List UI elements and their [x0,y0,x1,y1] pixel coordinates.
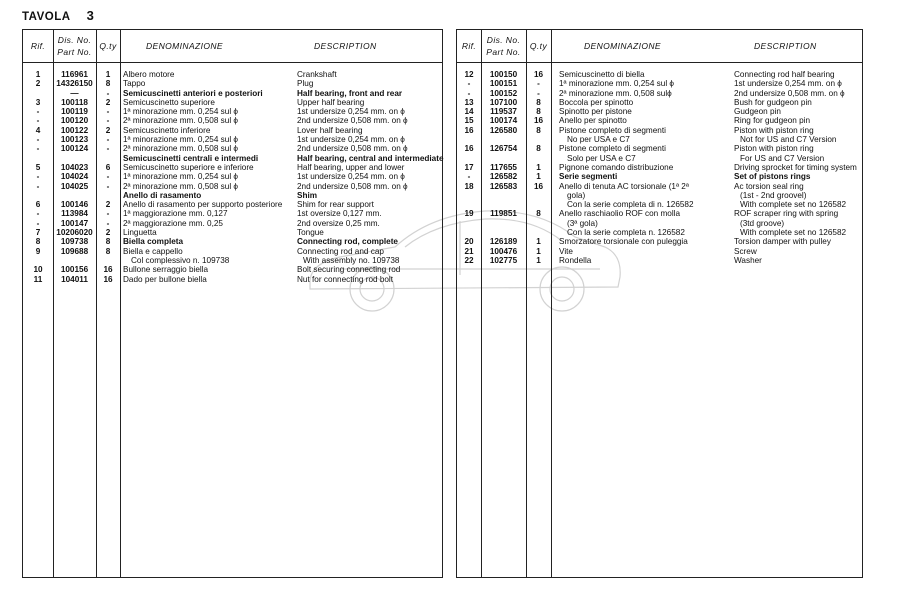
table-row [23,107,442,116]
header-part-no-label: Part No. [486,47,521,57]
row-part-no: 100120 [60,116,89,126]
table-row [457,163,862,172]
row-rif: 10 [33,265,43,275]
row-qty: 8 [536,107,541,117]
table-row [457,154,862,163]
table-row [23,237,442,246]
table-row [23,89,442,98]
table-row [23,154,442,163]
row-description: 1st oversize 0,127 mm. [297,209,382,219]
row-part-no: 100150 [489,70,518,79]
row-description: Tongue [297,228,324,238]
table-row [23,163,442,172]
row-part-no: — [70,88,79,98]
row-description: 1st undersize 0,254 mm. on ϕ [297,135,405,145]
row-denominazione: Boccola per spinotto [559,97,634,107]
row-denominazione: Semicuscinetti centrali e intermedi [123,153,259,163]
row-qty: 8 [536,144,541,154]
row-part-no: 100147 [60,218,89,228]
row-part-no: 100122 [60,125,89,135]
table-row [457,70,862,79]
row-part-no: 126754 [489,144,518,154]
row-rif: 13 [464,97,474,107]
row-description: 2nd oversize 0,25 mm. [297,218,380,228]
row-denominazione: Serie segmenti [559,172,618,182]
table-row [23,126,442,135]
row-denominazione: Bullone serraggio biella [123,265,209,275]
row-rif: 20 [464,237,474,247]
row-description: (1st - 2nd groovel) [740,190,807,200]
table-row [23,79,442,88]
row-qty: - [106,135,110,145]
row-rif: - [467,172,471,182]
table-row [23,98,442,107]
row-description: Half bearing, upper and lower [297,162,405,172]
row-part-no: 104025 [60,181,89,191]
row-qty: - [106,181,110,191]
header-denominazione: DENOMINAZIONE [584,41,661,51]
row-part-no: 100146 [60,200,89,210]
row-description: 2nd undersize 0,508 mm. on ϕ [297,144,408,154]
row-denominazione: Col complessivo n. 109738 [131,255,230,265]
row-rif: - [36,135,40,145]
row-denominazione: Pistone completo di segmenti [559,125,666,135]
row-qty: 8 [536,125,541,135]
row-denominazione: Semicuscinetti anteriori e posteriori [123,88,263,98]
row-qty: 8 [105,79,111,89]
row-denominazione: 2ª minorazione mm. 0,508 sulϕ [559,88,672,98]
row-description: Bolt securing connecting rod [297,265,401,275]
row-description: Bush for gudgeon pin [734,97,812,107]
table-row [23,256,442,265]
row-denominazione: 2ª maggiorazione mm. 0,25 [123,218,223,228]
row-rif: - [36,172,40,182]
row-description: Piston with piston ring [734,125,814,135]
table-row [23,265,442,274]
table-row [457,107,862,116]
row-qty: 8 [536,209,541,219]
row-description: With complete set no 126582 [740,200,847,210]
row-rif: 3 [35,97,41,107]
row-qty: - [537,88,540,98]
table-row [23,219,442,228]
table-row [23,135,442,144]
row-qty: - [106,88,110,98]
row-qty: 16 [533,116,544,126]
row-rif: - [36,116,40,126]
row-rif: 21 [464,246,474,256]
row-denominazione: Con la serie completa n. 126582 [567,228,685,238]
row-denominazione: 1ª maggiorazione mm. 0,127 [123,209,228,219]
row-denominazione: Semicuscinetto superiore e inferiore [123,162,254,172]
row-qty: 16 [103,265,113,275]
right-rows [457,70,862,265]
header-rif: Rif. [461,41,477,51]
row-rif: 5 [35,162,41,172]
table-row [457,200,862,209]
row-qty: 16 [103,274,113,284]
row-rif: 11 [33,274,43,284]
row-part-no: 100152 [489,88,518,98]
row-description: With complete set no 126582 [740,228,847,238]
row-description: Screw [734,246,757,256]
row-description: Connecting rod and cap [297,246,384,256]
row-denominazione: Solo per USA e C7 [567,153,636,163]
row-denominazione: gola) [567,190,586,200]
row-part-no: 104024 [60,172,89,182]
row-description: 2nd undersize 0,508 mm. on ϕ [297,116,408,126]
row-denominazione: Anello di tenuta AC torsionale (1ª 2ª [559,181,689,191]
row-description: Piston with piston ring [734,144,814,154]
page-title [22,8,94,23]
row-denominazione: 1ª minorazione mm. 0,254 sul ϕ [123,135,239,145]
left-parts-table [22,29,443,578]
table-row [23,200,442,209]
row-rif: 14 [464,107,474,117]
row-qty: 1 [536,172,541,182]
row-qty: 1 [536,246,541,256]
row-part-no: 119851 [490,209,517,219]
row-rif: - [36,181,40,191]
row-description: 1st undersize 0,254 mm. on ϕ [734,79,842,89]
header-description: DESCRIPTION [754,41,817,51]
row-part-no: 102775 [489,255,518,265]
row-qty: 8 [105,237,111,247]
table-row [457,228,862,237]
row-denominazione: 2ª minorazione mm. 0,508 sul ϕ [123,144,239,154]
row-part-no: 126580 [489,125,518,135]
row-part-no: 104011 [61,274,88,284]
row-denominazione: Semicuscinetto inferiore [123,125,211,135]
row-part-no: 116961 [61,70,88,79]
row-description: Lover half bearing [297,125,363,135]
row-part-no: 126189 [489,237,518,247]
row-qty: 2 [105,228,111,238]
row-denominazione: Biella completa [123,237,184,247]
row-description: Set of pistons rings [734,172,811,182]
row-denominazione: No per USA e C7 [567,135,630,145]
row-rif: - [36,107,40,117]
row-rif: - [36,209,40,219]
table-row [23,182,442,191]
table-row [23,228,442,237]
table-row [23,247,442,256]
row-part-no: 100156 [60,265,89,275]
row-rif: 1 [35,70,41,79]
row-qty: 16 [533,70,544,79]
row-qty: 1 [536,162,541,172]
row-description: Ac torsion seal ring [734,181,804,191]
header-part-no [481,34,526,58]
row-rif: 8 [35,237,41,247]
row-denominazione: 2ª minorazione mm. 0,508 sul ϕ [123,181,239,191]
row-part-no: 104023 [60,162,89,172]
row-rif: 16 [464,125,474,135]
row-part-no: 119537 [490,107,517,117]
table-row [457,209,862,218]
table-row [457,182,862,191]
row-denominazione: Pignone comando distribuzione [559,162,674,172]
row-description: Not for US and C7 Version [740,135,837,145]
row-description: Plug [297,79,314,89]
row-rif: 15 [464,116,474,126]
row-denominazione: Anello raschiaolio ROF con molla [559,209,681,219]
header-qty: Q.ty [99,41,117,51]
row-qty: 2 [105,97,111,107]
row-denominazione: Anello di rasamento per supporto posteriore [123,200,283,210]
row-description: 2nd undersize 0,508 mm. on ϕ [297,181,408,191]
table-row [457,144,862,153]
row-rif: - [467,79,471,89]
row-description: Nut for connecting rod bolt [297,274,394,284]
row-qty: 2 [105,125,111,135]
row-rif: 22 [464,255,474,265]
row-part-no: 109688 [60,246,89,256]
table-row [23,209,442,218]
row-part-no: 113984 [61,209,88,219]
page-title-number: 3 [86,8,95,23]
row-rif: 7 [35,228,41,238]
row-denominazione: Anello per spinotto [559,116,627,126]
right-parts-table [456,29,863,578]
row-description: Driving sprocket for timing system [734,162,857,172]
row-description: Ring for gudgeon pin [734,116,811,126]
row-denominazione: Rondella [559,255,592,265]
row-part-no: 100476 [489,246,518,256]
table-row [23,70,442,79]
row-denominazione: Con la serie completa di n. 126582 [567,200,694,210]
row-rif: - [36,144,40,154]
table-row [23,116,442,125]
row-part-no: 126582 [489,172,518,182]
table-row [457,98,862,107]
row-rif: 4 [35,125,41,135]
row-denominazione: Tappo [123,79,146,89]
row-part-no: 100151 [489,79,518,89]
row-denominazione: Spinotto per pistone [559,107,632,117]
row-description: Torsion damper with pulley [734,237,831,247]
row-qty: 1 [536,237,541,247]
row-part-no: 100124 [60,144,89,154]
row-rif: - [36,218,40,228]
row-description: Washer [734,255,762,265]
row-denominazione: 1ª minorazione mm. 0,254 sul ϕ [559,79,675,89]
row-denominazione: Semicuscinetto di biella [559,70,645,79]
row-denominazione: 2ª minorazione mm. 0,508 sul ϕ [123,116,239,126]
row-rif: 2 [35,79,41,89]
row-denominazione: 1ª minorazione mm. 0,254 sul ϕ [123,172,239,182]
row-rif: 18 [464,181,474,191]
left-rows [23,70,442,284]
row-part-no: 126583 [489,181,518,191]
row-rif: - [467,88,471,98]
row-qty: - [537,79,540,89]
row-denominazione: Biella e cappello [123,246,183,256]
row-qty: - [106,116,110,126]
row-qty: - [106,107,110,117]
row-rif: 16 [464,144,474,154]
table-row [23,275,442,284]
table-row [23,144,442,153]
row-description: With assembly no. 109738 [303,255,400,265]
row-description: 2nd undersize 0,508 mm. on ϕ [734,88,845,98]
row-qty: 1 [105,70,111,79]
row-part-no: 109738 [60,237,89,247]
header-description: DESCRIPTION [314,41,377,51]
table-row [457,219,862,228]
header-rif: Rif. [30,41,46,51]
row-description: 1st undersize 0,254 mm. on ϕ [297,107,405,117]
row-denominazione: Anello di rasamento [123,190,202,200]
row-description: (3td groove) [740,218,785,228]
row-description: Half bearing, front and rear [297,88,403,98]
row-qty: 1 [536,255,541,265]
row-description: 1st undersize 0,254 mm. on ϕ [297,172,405,182]
row-rif: 6 [35,200,41,210]
row-denominazione: Pistone completo di segmenti [559,144,666,154]
table-row [457,89,862,98]
row-denominazione: Linguetta [123,228,157,238]
row-rif: 19 [464,209,474,219]
table-row [457,116,862,125]
row-qty: - [106,218,110,228]
table-row [457,256,862,265]
row-description: Half bearing, central and intermediate [297,153,444,163]
row-part-no: 117655 [490,162,517,172]
row-rif: 12 [464,70,474,79]
row-description: For US and C7 Version [740,153,825,163]
header-qty: Q.ty [529,41,548,51]
header-denominazione: DENOMINAZIONE [146,41,223,51]
header-part-no [53,34,96,58]
row-description: Gudgeon pin [734,107,781,117]
row-qty: - [106,209,110,219]
row-description: Shim [297,190,318,200]
table-row [457,126,862,135]
header-dis-no-label: Dis. No. [57,35,92,45]
row-part-no: 14326150 [56,79,93,89]
row-denominazione: (3ª gola) [567,218,598,228]
row-description: Connecting rod half bearing [734,70,835,79]
row-qty: 8 [105,246,111,256]
row-rif: 17 [464,162,474,172]
table-row [23,172,442,181]
row-description: Crankshaft [297,70,337,79]
row-denominazione: 1ª minorazione mm. 0,254 sul ϕ [123,107,239,117]
row-qty: - [106,172,110,182]
table-row [457,191,862,200]
row-rif: 9 [35,246,41,256]
table-row [23,191,442,200]
table-row [457,79,862,88]
row-qty: 8 [536,97,541,107]
row-part-no: 100118 [61,97,88,107]
row-part-no: 100123 [60,135,89,145]
row-denominazione: Vite [559,246,573,256]
row-denominazione: Albero motore [123,70,175,79]
row-part-no: 100119 [61,107,88,117]
header-part-no-label: Part No. [57,47,92,57]
row-part-no: 107100 [489,97,518,107]
row-description: Connecting rod, complete [297,237,398,247]
row-description: Shim for rear support [297,200,374,210]
row-qty: - [106,144,110,154]
table-row [457,247,862,256]
row-denominazione: Dado per bullone biella [123,274,207,284]
row-qty: 16 [533,181,544,191]
table-row [457,237,862,246]
table-row [457,135,862,144]
row-description: ROF scraper ring with spring [734,209,839,219]
table-row [457,172,862,181]
row-qty: 2 [105,200,111,210]
row-part-no: 10206020 [56,228,93,238]
row-qty: 6 [105,162,111,172]
row-description: Upper half bearing [297,97,365,107]
row-denominazione: Smorzatore torsionale con puleggia [559,237,688,247]
page-title-label: TAVOLA [22,11,71,23]
header-dis-no-label: Dis. No. [486,35,521,45]
row-denominazione: Semicuscinetto superiore [123,97,215,107]
row-part-no: 100174 [489,116,518,126]
